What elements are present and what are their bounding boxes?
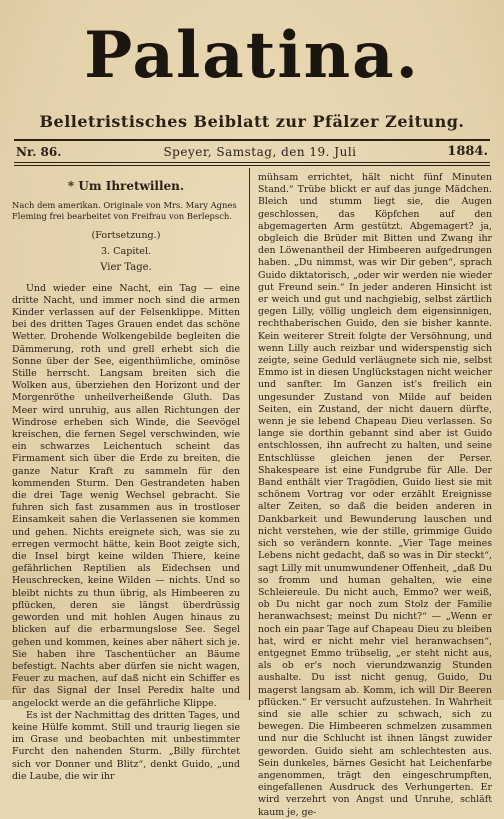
left-paragraph: Und wieder eine Nacht, ein Tag — eine dritte Nacht, und immer noch sind die armen Kinder verlassen auf der Felsenklippe. Mitten bei des dritten Tages Grauen endet das schöne Wetter. Drohende Wolkengebilde begleiten die Dämmerung, roth und grell erhebt sich die Sonne über der See, eigenthümliche, ominöse Stille herrscht. Langsam breiten sich die Wolken aus, überziehen den Horizont und der Morgenröthe unheilverheißende Gluth. Das Meer wird unruhig, aus allen Richtungen der Windrose erheben sich Winde, die Seevögel kreischen, die fernen Segel verschwinden, wie ein schwarzes Leichentuch scheint das Firmament sich über die Erde zu breiten, die ganze Natur Kraft zu sammeln für den kommenden Sturm. Den Gestrandeten haben die drei Tage wenig Wechsel gebracht. Sie fuhren sich fast zusammen aus in trostloser Einsamkeit sahen die Verlassenen sie kommen und gehen. Nichts ereignete sich, was sie zu erregen vermocht hätte, kein Boot zeigte sich, die Insel birgt keine wilden Thiere, keine gefährlichen Reptilien als Eidechsen und Heuschrecken, keine Wilden — nichts. Und so bleibt nichts zu thun übrig, als Himbeeren zu pflücken, deren sie längst überdrüssig geworden und mit hohlen Augen hinaus zu blicken auf die erbarmungslose See. Segel gehen und kommen, keines aber nähert sich je. Sie haben ihre Taschentücher an Bäume befestigt. Nachts aber dürfen sie nicht wagen, Feuer zu machen, auf daß nicht ein Schiffer es für das Signal der Insel Peredix halte und angelockt werde an die gefährliche Klippe.	[12, 282, 240, 709]
issue-rule-bottom	[14, 165, 490, 166]
right-paragraph: mühsam errichtet, hält nicht fünf Minuten Stand.“ Trübe blickt er auf das junge Mädchen. Bleich und stumm liegt sie, die Augen geschlossen, das Köpfchen auf den abgemagerten Arm gestützt. Abgemagert? ja, obgleich die Brüder mit Bitten und Zwang ihr den Löwenantheil der Himbeeren aufgedrungen haben. „Du nimmst, was wir Dir geben“, sprach Guido diktatorisch, „oder wir werden nie wieder gut Freund sein.“ In jeder anderen Hinsicht ist er weich und gut und nachgiebig, selbst zärtlich gegen Lilly, völlig ungleich dem eigensinnigen, rechthaberischen Guido, den sie bisher kannte. Kein weiterer Streit folgte der Versöhnung, und wenn Lilly auch reizbar und widerspenstig sich zeigte, seine Geduld verläugnete sich nie, selbst Emmo ist in diesen Unglückstagen nicht weicher und sanfter. Im Ganzen ist's freilich ein ungesunder Zustand von Milde auf beiden Seiten, ein Zustand, der nicht dauern dürfte, wenn je sie lebend Chapeau Dieu verlassen. So lange sie dorthin gebannt sind aber ist Guido entschlossen, ihn aufrecht zu halten, und seine Entschlüsse gleichen jenen der Perser. Shakespeare ist eine Fundgrube für Alle. Der Band enthält vier Tragödien, Guido liest sie mit schönem Vortrag vor oder erzählt Ereignisse alter Zeiten, so daß die beiden anderen in Dankbarkeit und Bewunderung lauschen und nicht verstehen, wie der stille, grimmige Guido sich so verändern konnte. „Vier Tage meines Lebens nicht gedacht, daß so was in Dir steckt“, sagt Lilly mit unumwundener Offenheit, „daß Du so fromm und human gehalten, wie eine Schleiereule. Du nicht auch, Emmo? wer weiß, ob Du nicht gar noch zum Stolz der Familie heranwachsest; meinst Du nicht?“ — „Wenn er noch ein paar Tage auf Chapeau Dieu zu bleiben hat, wird er nicht mehr viel heranwachsen“, entgegnet Emmo trübselig, „er steht nicht aus, als ob er's noch vierundzwanzig Stunden aushalte. Du isst nicht genug, Guido, Du magerst langsam ab. Komm, ich will Dir Beeren pflücken.“ Er versucht aufzustehen. In Wahrheit sind sie alle schier zu schwach, sich zu bewegen. Die Himbeeren schmelzen zusammen und nur die Schlucht ist ihnen längst zuwider geworden. Guido sieht am schlechtesten aus. Sein dunkeles, bärnes Gesicht hat Leichenfarbe angenommen, trägt den eingeschrumpften, eingefallenen Ausdruck des Verhungerten. Er wird verzehrt von Angst und Unruhe, schläft kaum je, ge-	[258, 172, 492, 818]
issue-year: 1884.	[447, 144, 488, 159]
right-column	[258, 172, 492, 818]
story-byline: Nach dem amerikan. Originale von Mrs. Mary Agnes Fleming frei bearbeitet von Freifrau von Berlepsch.	[12, 200, 237, 221]
chapter-title: Vier Tage.	[100, 262, 152, 274]
column-divider	[249, 168, 250, 700]
masthead-subtitle: Belletristisches Beiblatt zur Pfälzer Zeitung.	[39, 112, 465, 131]
issue-rule-top	[14, 162, 490, 163]
chapter-heading: 3. Capitel.	[100, 246, 152, 258]
masthead-title: Palatina.	[84, 18, 420, 93]
issue-date: Speyer, Samstag, den 19. Juli	[163, 145, 357, 159]
left-column	[12, 172, 240, 782]
story-title: * Um Ihretwillen.	[67, 179, 185, 193]
issue-number: Nr. 86.	[16, 145, 62, 159]
continuation-note: (Fortsetzung.)	[91, 230, 161, 241]
left-paragraph: Es ist der Nachmittag des dritten Tages, und keine Hülfe kommt. Still und traurig liegen sie im Grase und beobachten mit unbestimmter Furcht den nahenden Sturm. „Billy fürchtet sich vor Donner und Blitz“, denkt Guido, „und die Laube, die wir ihr	[12, 709, 240, 782]
masthead-rule	[14, 139, 490, 141]
